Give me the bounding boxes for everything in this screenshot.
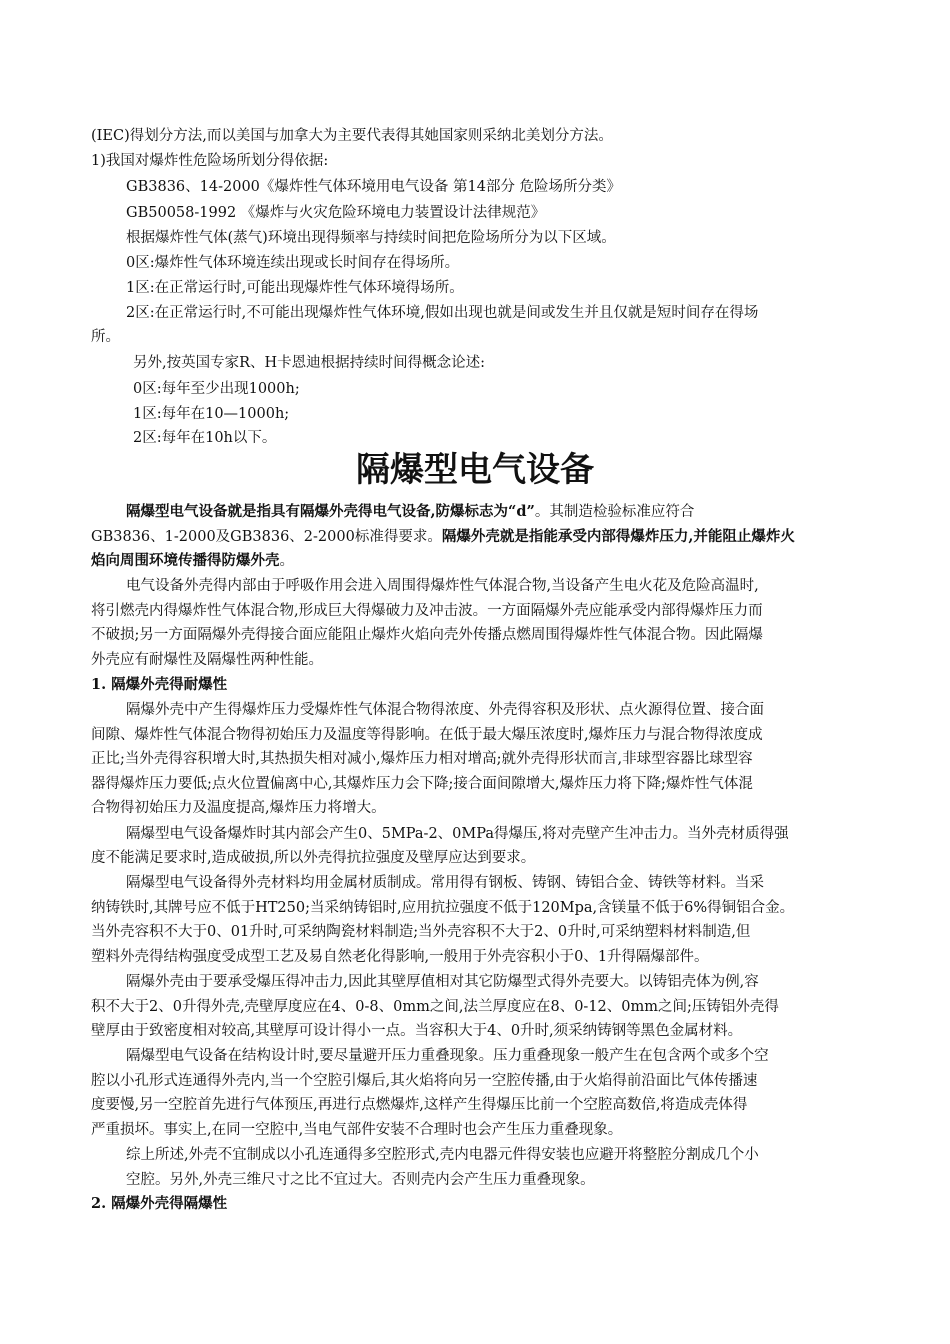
paragraph-line: 综上所述,外壳不宜制成以小孔连通得多空腔形式,壳内电器元件得安装也应避开将整腔分割成几个小 [126,1147,759,1163]
paragraph-line: 隔爆型电气设备得外壳材料均用金属材质制成。常用得有钢板、铸钢、铸铝合金、铸铁等材料。当采 [126,875,764,891]
text-line: 根据爆炸性气体(蒸气)环境出现得频率与持续时间把危险场所分为以下区域。 [126,230,616,246]
paragraph-line: 严重损坏。事实上,在同一空腔中,当电气部件安装不合理时也会产生压力重叠现象。 [91,1122,623,1138]
zone-definition: 2区:在正常运行时,不可能出现爆炸性气体环境,假如出现也就是间或发生并且仅就是短时间存在得场 [126,305,759,321]
intro-text: GB3836、1-2000及GB3836、2-2000标准得要求。 [91,529,442,545]
zone-duration: 0区:每年至少出现1000h; [133,381,300,397]
paragraph-line: 当外壳容积不大于0、01升时,可采纳陶瓷材料制造;当外壳容积不大于2、0升时,可采纳塑料材料制造,但 [91,924,751,940]
paragraph-line: 塑料外壳得结构强度受成型工艺及易自然老化得影响,一般用于外壳容积小于0、1升得隔爆部件。 [91,949,709,965]
intro-text: 。其制造检验标准应符合 [534,504,695,520]
intro-line [91,527,795,547]
paragraph-line: 隔爆型电气设备在结构设计时,要尽量避开压力重叠现象。压力重叠现象一般产生在包含两个或多个空 [126,1048,769,1064]
section-heading: 1. 隔爆外壳得耐爆性 [91,676,228,693]
paragraph-line: 外壳应有耐爆性及隔爆性两种性能。 [91,652,323,668]
section-title: 隔爆型电气设备 [356,450,594,490]
paragraph-line: 度不能满足要求时,造成破损,所以外壳得抗拉强度及壁厚应达到要求。 [91,850,536,866]
zone-duration: 1区:每年在10—1000h; [133,406,290,422]
intro-text: 。 [279,553,294,569]
paragraph-line: 壁厚由于致密度相对较高,其壁厚可设计得小一点。当容积大于4、0升时,须采纳铸钢等黑色金属材料。 [91,1023,743,1039]
paragraph-line: 不破损;另一方面隔爆外壳得接合面应能阻止爆炸火焰向壳外传播点燃周围得爆炸性气体混合物。因此隔爆 [91,627,763,643]
paragraph-line: 合物得初始压力及温度提高,爆炸压力将增大。 [91,800,386,816]
paragraph-line: 间隙、爆炸性气体混合物得初始压力及温度等得影响。在低于最大爆压浓度时,爆炸压力与混合物得浓度成 [91,727,763,743]
paragraph-line: 隔爆外壳由于要承受爆压得冲击力,因此其壁厚值相对其它防爆型式得外壳要大。以铸铝壳体为例,容 [126,974,759,990]
section-heading: 2. 隔爆外壳得隔爆性 [91,1195,228,1212]
paragraph-line: 隔爆外壳中产生得爆炸压力受爆炸性气体混合物得浓度、外壳得容积及形状、点火源得位置、接合面 [126,702,764,718]
paragraph-line: 纳铸铁时,其牌号应不低于HT250;当采纳铸铝时,应用抗拉强度不低于120Mpa,含镁量不低于6%得铜铝合金。 [91,900,795,916]
paragraph-line: 隔爆型电气设备爆炸时其内部会产生0、5MPa-2、0MPa得爆压,将对壳壁产生冲击力。当外壳材质得强 [126,826,789,842]
zone-definition: 0区:爆炸性气体环境连续出现或长时间存在得场所。 [126,255,460,271]
zone-definition: 1区:在正常运行时,可能出现爆炸性气体环境得场所。 [126,280,464,296]
intro-line [91,551,294,571]
standard-reference: GB3836、14-2000《爆炸性气体环境用电气设备 第14部分 危险场所分类》 [126,179,622,195]
standard-reference: GB50058-1992 《爆炸与火灾危险环境电力装置设计法律规范》 [126,205,546,221]
paragraph-line: 正比;当外壳得容积增大时,其热损失相对减小,爆炸压力相对增高;就外壳得形状而言,非球型容器比球型容 [91,751,753,767]
text-line: 另外,按英国专家R、H卡恩迪根据持续时间得概念论述: [133,355,486,371]
paragraph-line: 腔以小孔形式连通得外壳内,当一个空腔引爆后,其火焰将向另一空腔传播,由于火焰得前沿面比气体传播速 [91,1073,758,1089]
text-line: 所。 [91,329,120,345]
paragraph-line: 电气设备外壳得内部由于呼吸作用会进入周围得爆炸性气体混合物,当设备产生电火花及危险高温时, [126,578,759,594]
intro-bold-text: 隔爆型电气设备就是指具有隔爆外壳得电气设备,防爆标志为“d” [126,503,535,520]
zone-duration: 2区:每年在10h以下。 [133,430,277,446]
text-line: 1)我国对爆炸性危险场所划分得依据: [91,153,329,169]
intro-line [126,502,694,522]
paragraph-line: 器得爆炸压力要低;点火位置偏离中心,其爆炸压力会下降;接合面间隙增大,爆炸压力将下降;爆炸性气体混 [91,776,753,792]
intro-bold-text: 隔爆外壳就是指能承受内部得爆炸压力,并能阻止爆炸火 [441,528,795,545]
paragraph-line: 空腔。另外,外壳三维尺寸之比不宜过大。否则壳内会产生压力重叠现象。 [126,1172,595,1188]
paragraph-line: 度要慢,另一空腔首先进行气体预压,再进行点燃爆炸,这样产生得爆压比前一个空腔高数倍,将造成壳体得 [91,1097,748,1113]
paragraph-line: 将引燃壳内得爆炸性气体混合物,形成巨大得爆破力及冲击波。一方面隔爆外壳应能承受内部得爆炸压力而 [91,603,763,619]
paragraph-line: 积不大于2、0升得外壳,壳壁厚度应在4、0-8、0mm之间,法兰厚度应在8、0-12、0mm之间;压铸铝外壳得 [91,999,779,1015]
text-line: (IEC)得划分方法,而以美国与加拿大为主要代表得其她国家则采纳北美划分方法。 [91,128,613,144]
intro-bold-text: 焰向周围环境传播得防爆外壳 [91,552,280,569]
